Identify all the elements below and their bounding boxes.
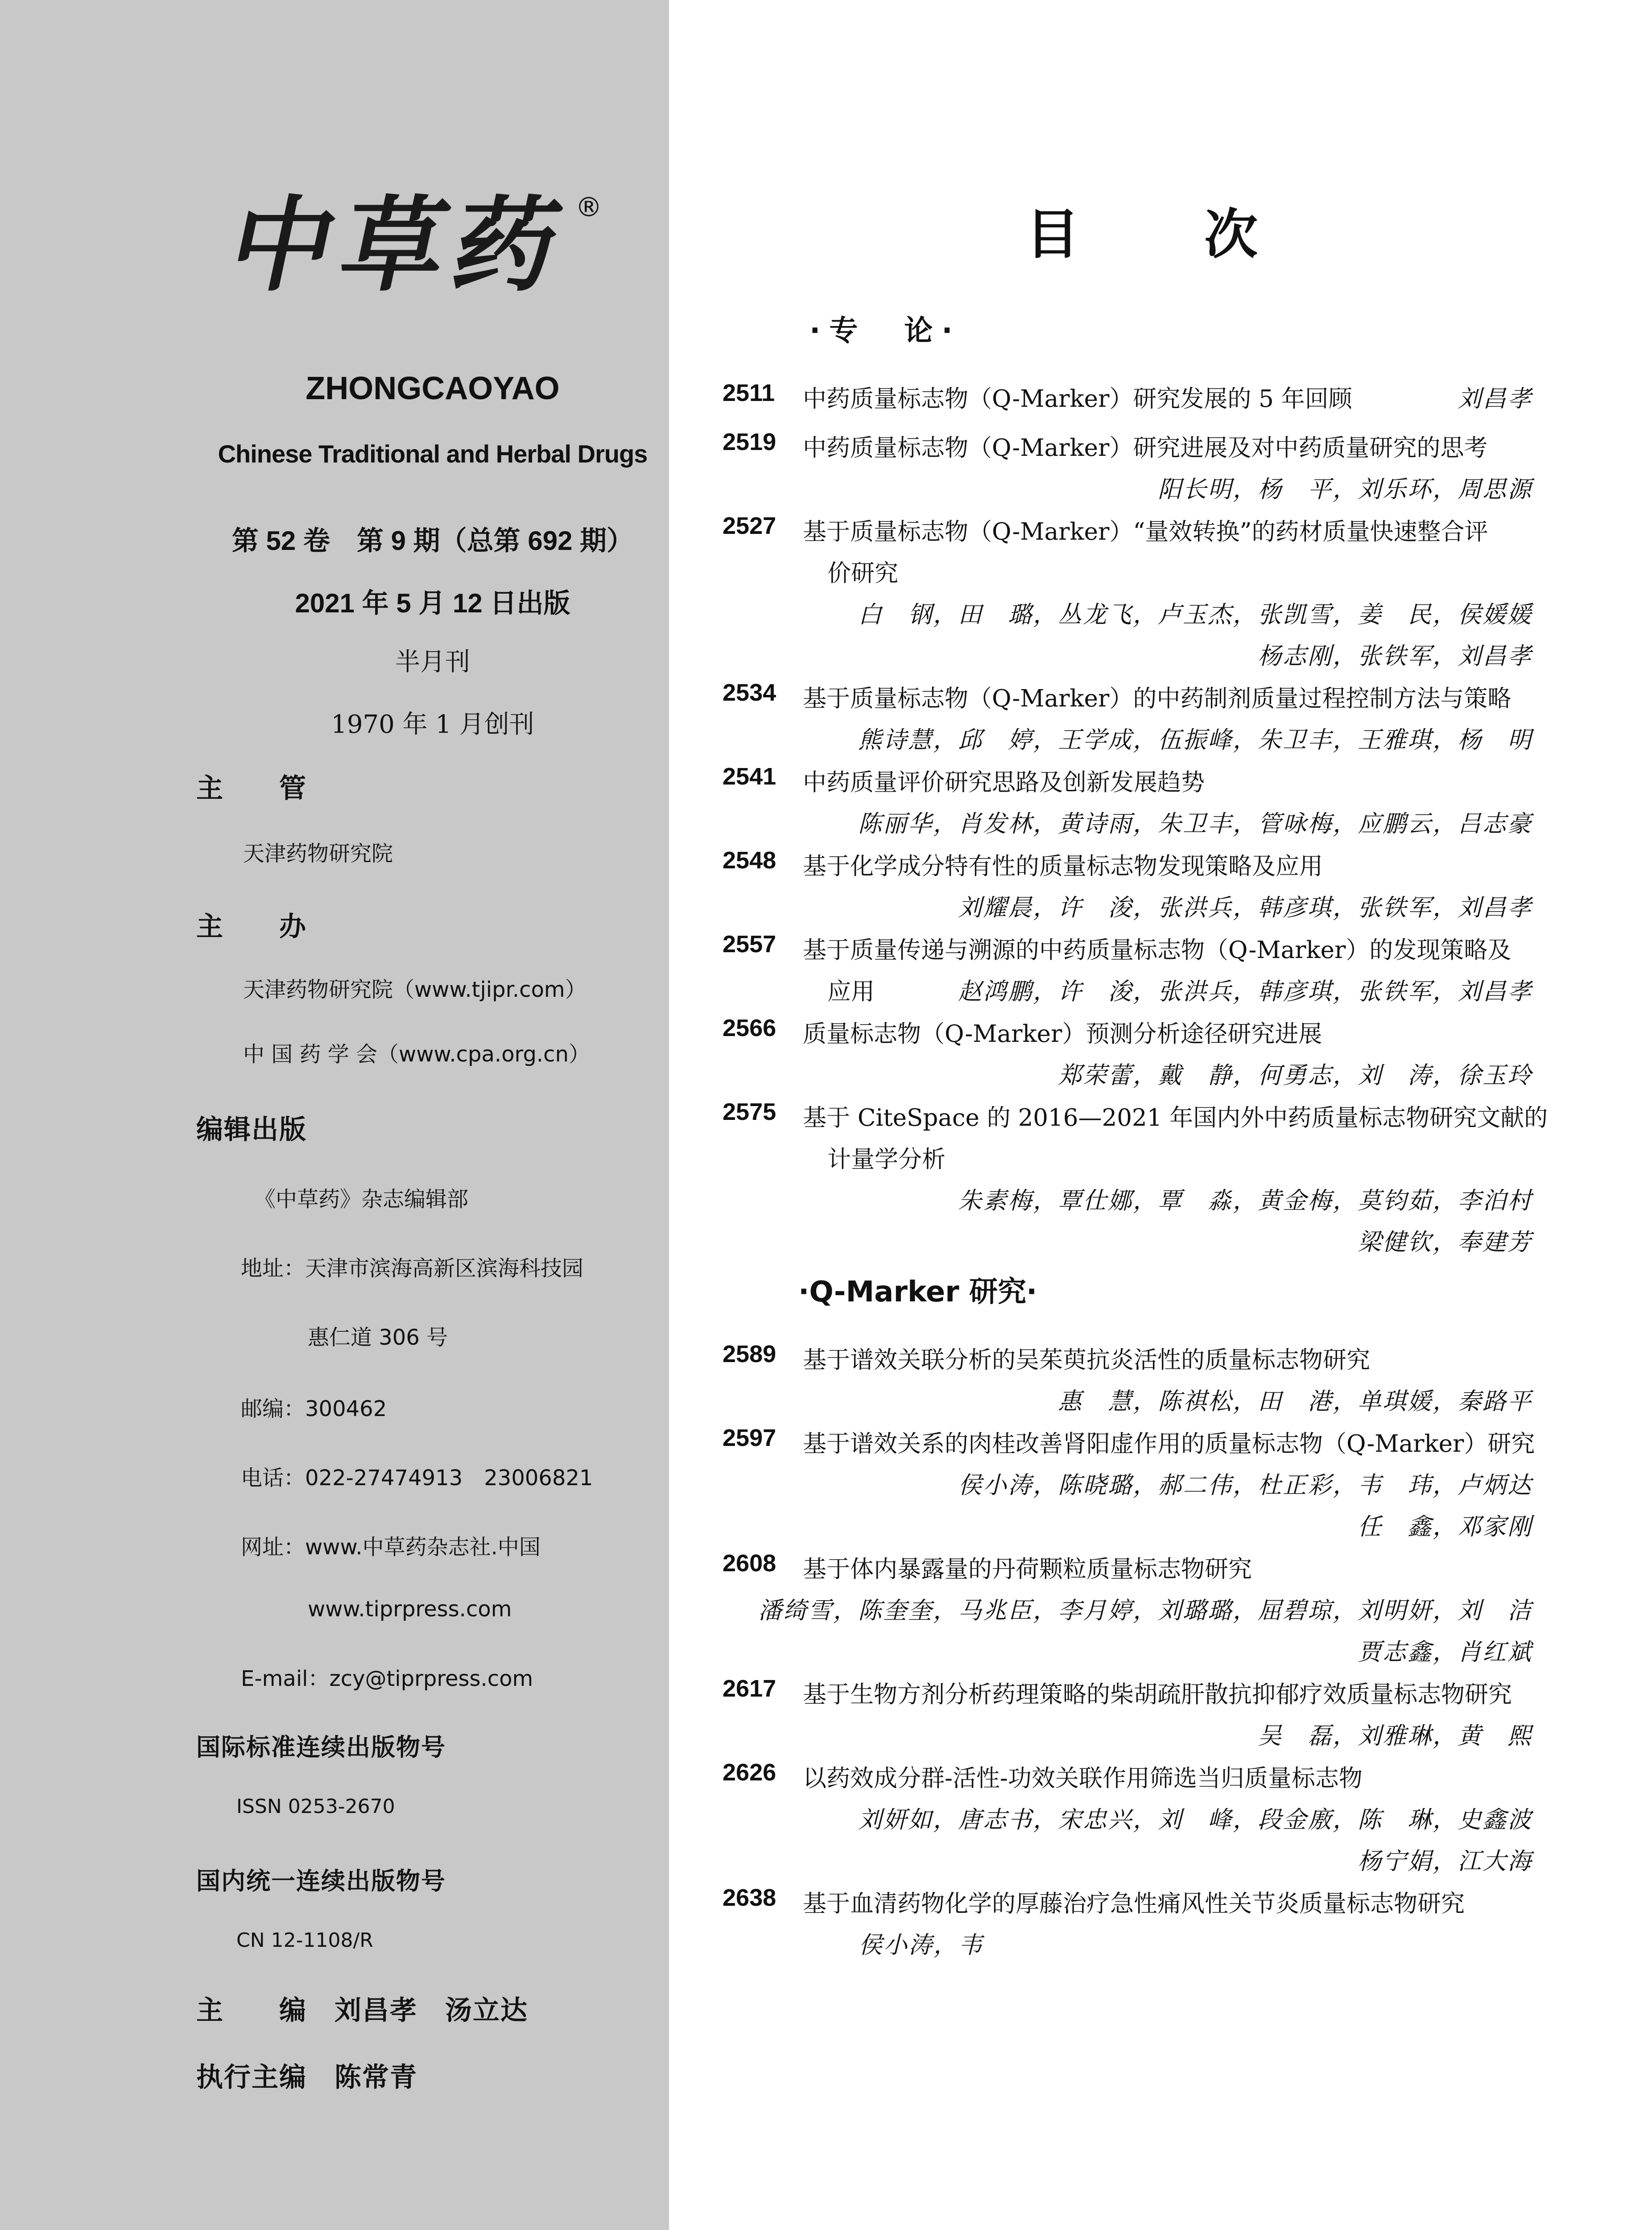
entry-page-number: 2527: [723, 512, 776, 539]
entry-title-continued[interactable]: 应用: [827, 978, 875, 1005]
entry-authors: 熊诗慧，邱 婷，王学成，伍振峰，朱卫丰，王雅琪，杨 明: [858, 727, 1532, 754]
journal-name-pinyin: ZHONGCAOYAO: [306, 371, 560, 406]
logo-text: 中草药: [219, 185, 579, 306]
entry-authors-continued: 杨宁娟，江大海: [1358, 1848, 1532, 1875]
entry-page-number: 2575: [723, 1098, 776, 1125]
entry-title[interactable]: 基于质量标志物（Q-Marker）“量效转换”的药材质量快速整合评: [803, 518, 1488, 545]
entry-authors: 刘昌孝: [1458, 385, 1532, 413]
entry-title[interactable]: 基于质量标志物（Q-Marker）的中药制剂质量过程控制方法与策略: [803, 685, 1512, 712]
entry-authors: 白 钢，田 璐，丛龙飞，卢玉杰，张凯雪，姜 民，侯媛媛: [858, 601, 1532, 628]
address-line-2: 惠仁道 306 号: [308, 1325, 448, 1350]
supervisor: 天津药物研究院: [243, 841, 393, 866]
entry-title[interactable]: 基于化学成分特有性的质量标志物发现策略及应用: [803, 853, 1323, 880]
entry-authors-continued: 贾志鑫，肖红斌: [1358, 1639, 1532, 1666]
volume-issue: 第 52 卷 第 9 期（总第 692 期）: [231, 526, 634, 556]
issn-label: 国际标准连续出版物号: [196, 1733, 446, 1761]
website-1: 网址：www.中草药杂志社.中国: [241, 1535, 541, 1560]
entry-page-number: 2617: [723, 1675, 776, 1702]
entry-authors-continued: 任 鑫，邓家刚: [1358, 1513, 1532, 1540]
entry-authors: 刘耀晨，许 浚，张洪兵，韩彦琪，张铁军，刘昌孝: [958, 894, 1532, 921]
entry-authors: 阳长明，杨 平，刘乐环，周思源: [1158, 476, 1532, 503]
entry-authors: 潘绮雪，陈奎奎，马兆臣，李月婷，刘璐璐，屈碧琼，刘明妍，刘 洁: [758, 1597, 1532, 1624]
sidebar: [0, 0, 669, 2230]
founded-date: 1970 年 1 月创刊: [331, 710, 534, 739]
entry-page-number: 2597: [723, 1425, 776, 1451]
sponsor-1: 天津药物研究院（www.tjipr.com）: [243, 977, 586, 1002]
entry-authors: 赵鸿鹏，许 浚，张洪兵，韩彦琪，张铁军，刘昌孝: [958, 978, 1532, 1005]
entry-title[interactable]: 基于血清药物化学的厚藤治疗急性痛风性关节炎质量标志物研究: [803, 1890, 1465, 1917]
entry-title[interactable]: 基于生物方剂分析药理策略的柴胡疏肝散抗抑郁疗效质量标志物研究: [803, 1681, 1512, 1708]
editorial-department: 《中草药》杂志编辑部: [254, 1187, 469, 1212]
entry-authors: 侯小涛，韦: [859, 1932, 983, 1959]
editor-label: 编辑出版: [196, 1114, 307, 1145]
postcode: 邮编：300462: [241, 1396, 387, 1421]
entry-page-number: 2548: [723, 847, 776, 874]
publication-date: 2021 年 5 月 12 日出版: [295, 588, 570, 618]
chief-editor: 主 编 刘昌孝 汤立达: [196, 1995, 528, 2026]
cn-label: 国内统一连续出版物号: [196, 1867, 446, 1895]
entry-title-continued[interactable]: 计量学分析: [827, 1146, 946, 1173]
entry-title[interactable]: 中药质量标志物（Q-Marker）研究发展的 5 年回顾: [803, 385, 1352, 413]
entry-title[interactable]: 基于谱效关联分析的吴茱萸抗炎活性的质量标志物研究: [803, 1346, 1370, 1374]
entry-title[interactable]: 基于 CiteSpace 的 2016—2021 年国内外中药质量标志物研究文献的: [803, 1104, 1548, 1132]
entry-page-number: 2541: [723, 763, 776, 790]
entry-title[interactable]: 基于质量传递与溯源的中药质量标志物（Q-Marker）的发现策略及: [803, 937, 1512, 964]
entry-authors: 刘妍如，唐志书，宋忠兴，刘 峰，段金廒，陈 琳，史鑫波: [858, 1806, 1532, 1834]
entry-page-number: 2557: [723, 931, 776, 958]
entry-page-number: 2566: [723, 1015, 776, 1041]
entry-authors: 惠 慧，陈祺松，田 港，单琪媛，秦路平: [1058, 1388, 1532, 1415]
entry-title[interactable]: 质量标志物（Q-Marker）预测分析途径研究进展: [803, 1020, 1322, 1048]
entry-title-continued[interactable]: 价研究: [827, 560, 898, 587]
phone: 电话：022-27474913 23006821: [241, 1466, 593, 1491]
entry-page-number: 2638: [723, 1884, 776, 1911]
entry-title[interactable]: 基于体内暴露量的丹荷颗粒质量标志物研究: [803, 1556, 1252, 1583]
entry-authors-continued: 梁健钦，奉建芳: [1358, 1229, 1532, 1256]
frequency: 半月刊: [395, 648, 470, 677]
entry-page-number: 2626: [723, 1759, 776, 1786]
entry-page-number: 2608: [723, 1550, 776, 1577]
issn: ISSN 0253-2670: [236, 1795, 395, 1818]
cn-number: CN 12-1108/R: [236, 1929, 373, 1952]
journal-logo: [219, 178, 579, 321]
sponsor-label: 主 办: [196, 911, 307, 942]
toc-title: 目次: [1026, 204, 1383, 266]
section-heading-special: ·专 论·: [809, 314, 962, 347]
entry-page-number: 2519: [723, 429, 776, 455]
section-heading-qmarker: ·Q-Marker 研究·: [798, 1276, 1037, 1309]
sponsor-2: 中 国 药 学 会（www.cpa.org.cn）: [243, 1042, 590, 1067]
entry-authors: 陈丽华，肖发林，黄诗雨，朱卫丰，管咏梅，应鹏云，吕志豪: [858, 810, 1532, 838]
entry-page-number: 2511: [723, 380, 775, 406]
entry-title[interactable]: 以药效成分群-活性-功效关联作用筛选当归质量标志物: [803, 1765, 1363, 1792]
entry-title[interactable]: 中药质量标志物（Q-Marker）研究进展及对中药质量研究的思考: [803, 434, 1488, 462]
executive-editor: 执行主编 陈常青: [196, 2062, 417, 2093]
entry-authors: 郑荣蕾，戴 静，何勇志，刘 涛，徐玉玲: [1058, 1062, 1532, 1089]
supervisor-label: 主 管: [196, 773, 307, 804]
address-line-1: 地址：天津市滨海高新区滨海科技园: [241, 1256, 584, 1281]
entry-page-number: 2534: [723, 679, 776, 706]
website-2: www.tiprpress.com: [308, 1597, 512, 1622]
entry-authors: 朱素梅，覃仕娜，覃 淼，黄金梅，莫钧茹，李泊村: [958, 1187, 1532, 1214]
email: E-mail：zcy@tiprpress.com: [241, 1666, 533, 1691]
entry-authors: 吴 磊，刘雅琳，黄 熙: [1258, 1722, 1532, 1750]
entry-page-number: 2589: [723, 1341, 776, 1367]
entry-authors-continued: 杨志刚，张铁军，刘昌孝: [1258, 643, 1532, 670]
journal-name-english: Chinese Traditional and Herbal Drugs: [218, 440, 648, 468]
registered-mark: ®: [575, 192, 602, 223]
entry-title[interactable]: 中药质量评价研究思路及创新发展趋势: [803, 769, 1205, 796]
entry-title[interactable]: 基于谱效关系的肉桂改善肾阳虚作用的质量标志物（Q-Marker）研究: [803, 1430, 1535, 1458]
entry-authors: 侯小涛，陈晓璐，郝二伟，杜正彩，韦 玮，卢炳达: [958, 1472, 1532, 1499]
